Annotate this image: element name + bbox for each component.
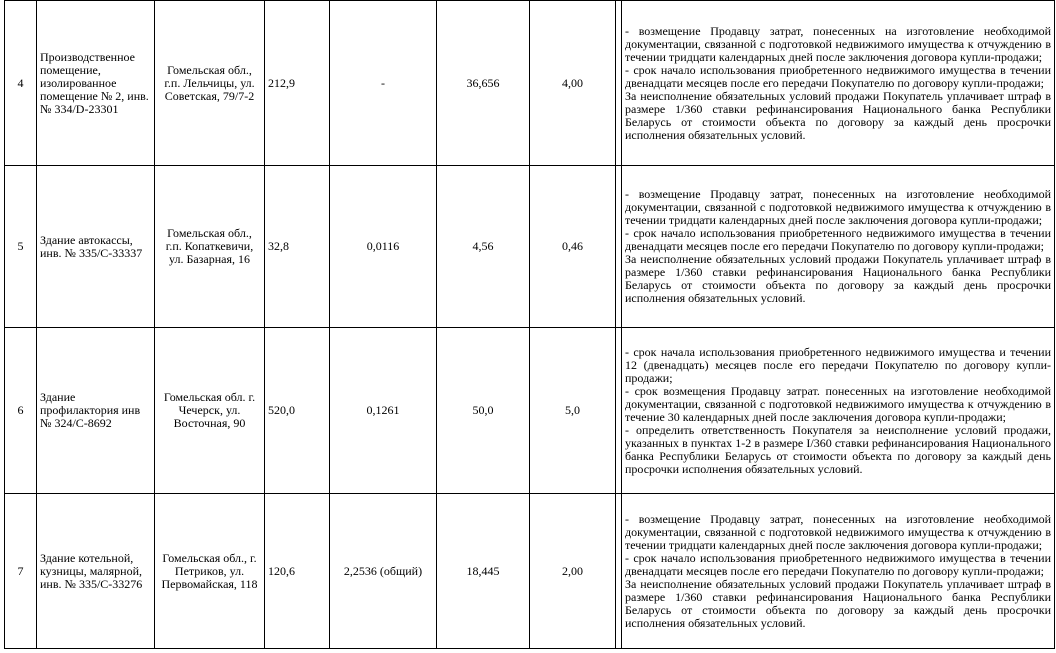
object-area: 520,0 [265, 328, 330, 494]
condition-line: За неисполнение обязательных условий продажи Покупатель уплачивает штраф в размере 1/360 ставки рефинансирования Национального банка Республики Беларусь от стоимости объекта по договору за каждый день просрочки исполнения обязательных условий. [625, 576, 1051, 630]
table-row [5, 328, 1055, 494]
table-row [5, 1, 1055, 166]
object-name: Производственное помещение, изолированное помещение № 2, инв.№ 334/D-23301 [37, 1, 155, 166]
condition-line: За неисполнение обязательных условий продажи Покупатель уплачивает штраф в размере 1/360 ставки рефинансирования Национального банка Республики Беларусь от стоимости объекта по договору за каждый день просрочки исполнения обязательных условий. [625, 88, 1051, 142]
value-2: 0,46 [530, 166, 616, 328]
condition-line: За неисполнение обязательных условий продажи Покупатель уплачивает штраф в размере 1/360 ставки рефинансирования Национального банка Республики Беларусь от стоимости объекта по договору за каждый день просрочки исполнения обязательных условий. [625, 252, 1051, 305]
object-address: Гомельская обл. г. Чечерск, ул. Восточная, 90 [155, 328, 265, 494]
table-row [5, 166, 1055, 328]
object-address: Гомельская обл., г. Петриков, ул. Первомайская, 118 [155, 494, 265, 649]
condition-line: - возмещение Продавцу затрат, понесенных на изготовление необходимой документации, связанной с подготовкой недвижимого имущества к отчуждению в течении тридцати календарных дней после заключения договора купли-продажи; [625, 187, 1051, 227]
table-row [5, 494, 1055, 649]
land-area: - [330, 1, 437, 166]
object-address: Гомельская обл., г.п. Лельчицы, ул. Советская, 79/7-2 [155, 1, 265, 166]
lot-number: 5 [5, 166, 37, 328]
object-address: Гомельская обл., г.п. Копаткевичи, ул. Базарная, 16 [155, 166, 265, 328]
sale-conditions [622, 328, 1055, 494]
lot-number: 4 [5, 1, 37, 166]
lot-number: 6 [5, 328, 37, 494]
object-area: 120,6 [265, 494, 330, 649]
value-1: 4,56 [437, 166, 530, 328]
value-2: 4,00 [530, 1, 616, 166]
lot-number: 7 [5, 494, 37, 649]
condition-line: - возмещение Продавцу затрат, понесенных на изготовление необходимой документации, связанной с подготовкой недвижимого имущества к отчуждению в течении тридцати календарных дней после заключения договора купли-продажи; [625, 511, 1051, 552]
condition-line: - определить ответственность Покупателя за неисполнение условий продажи, указанных в пунктах 1-2 в размере I/360 ставки рефинансирования Национального банка Республики Беларусь от стоимости объекта по договору за каждый день просрочки исполнения обязательных условий. [625, 422, 1051, 476]
lots-table [4, 0, 1055, 649]
land-area: 2,2536 (общий) [330, 494, 437, 649]
condition-line: - срок возмещения Продавцу затрат. понесенных на изготовление необходимой документации, связанной с подготовкой недвижимого имущества к отчуждению в течение 30 календарных дней после заключения договора купли-продажи; [625, 383, 1051, 424]
object-area: 212,9 [265, 1, 330, 166]
condition-line: - срок начала использования приобретенного недвижимого имущества и течении 12 (двенадцать) месяцев после его передачи Покупателю по договору купли-продажи; [625, 344, 1051, 385]
land-area: 0,0116 [330, 166, 437, 328]
sale-conditions [622, 166, 1055, 328]
value-2: 5,0 [530, 328, 616, 494]
condition-line: - возмещение Продавцу затрат, понесенных на изготовление необходимой документации, связанной с подготовкой недвижимого имущества к отчуждению в течении тридцати календарных дней после заключения договора купли-продажи; [625, 23, 1051, 64]
value-1: 36,656 [437, 1, 530, 166]
object-area: 32,8 [265, 166, 330, 328]
condition-line: - срок начало использования приобретенного недвижимого имущества в течении двенадцати месяцев после его передачи Покупателю по договору купли-продажи; [625, 226, 1051, 253]
object-name: Здание котельной, кузницы, малярной, инв. № 335/С-33276 [37, 494, 155, 649]
object-name: Здание автокассы, инв. № 335/С-33337 [37, 166, 155, 328]
object-name: Здание профилактория инв № 324/С-8692 [37, 328, 155, 494]
value-1: 18,445 [437, 494, 530, 649]
condition-line: - срок начало использования приобретенного недвижимого имущества в течении двенадцати месяцев после его передачи Покупателю по договору купли-продажи; [625, 62, 1051, 90]
sale-conditions [622, 494, 1055, 649]
sale-conditions [622, 1, 1055, 166]
condition-line: - срок начало использования приобретенного недвижимого имущества в течении двенадцати месяцев после его передачи Покупателю по договору купли-продажи; [625, 550, 1051, 578]
value-2: 2,00 [530, 494, 616, 649]
land-area: 0,1261 [330, 328, 437, 494]
value-1: 50,0 [437, 328, 530, 494]
